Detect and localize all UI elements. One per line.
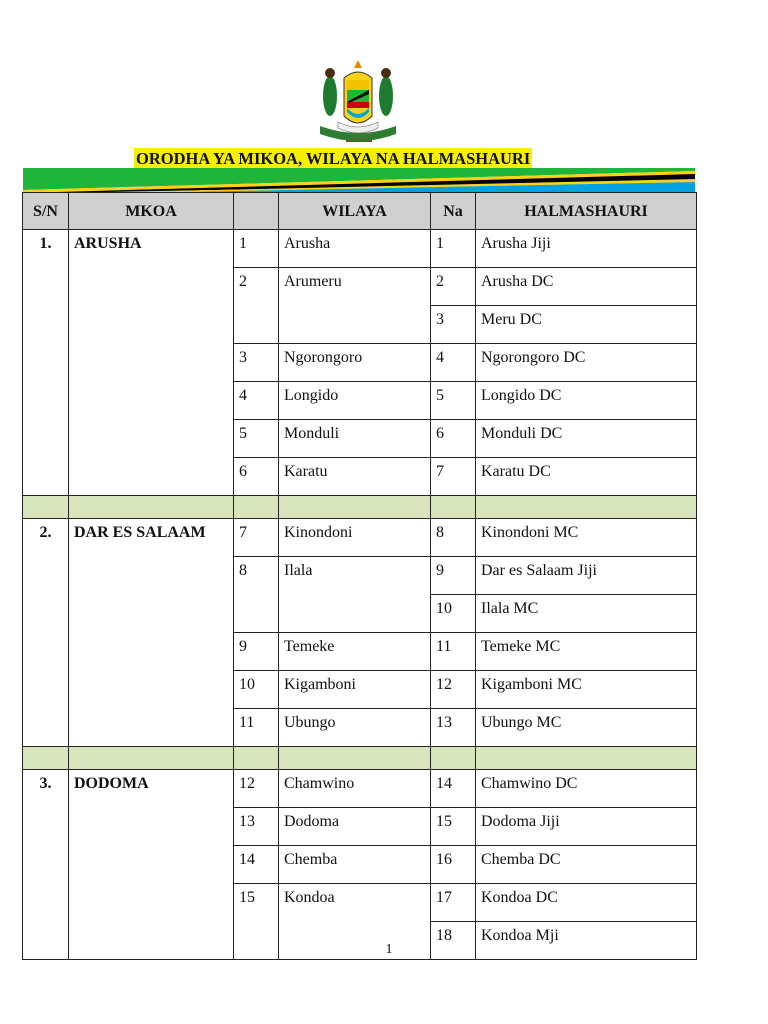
district-name: Ngorongoro <box>279 344 431 382</box>
district-number: 1 <box>234 230 279 268</box>
council-name: Kinondoni MC <box>476 519 697 557</box>
district-number: 10 <box>234 671 279 709</box>
district-number: 2 <box>234 268 279 344</box>
header-wilaya: WILAYA <box>279 193 431 230</box>
council-name: Longido DC <box>476 382 697 420</box>
district-number: 6 <box>234 458 279 496</box>
council-number: 9 <box>431 557 476 595</box>
flag-banner <box>23 168 695 193</box>
council-name: Kondoa DC <box>476 884 697 922</box>
council-name: Meru DC <box>476 306 697 344</box>
region-sn: 2. <box>23 519 69 747</box>
district-number: 9 <box>234 633 279 671</box>
council-name: Arusha Jiji <box>476 230 697 268</box>
table-row <box>23 519 697 557</box>
council-name: Karatu DC <box>476 458 697 496</box>
district-number: 13 <box>234 808 279 846</box>
district-number: 7 <box>234 519 279 557</box>
district-name: Kondoa <box>279 884 431 960</box>
separator-row <box>23 496 697 519</box>
regions-table <box>22 192 697 960</box>
district-name: Ilala <box>279 557 431 633</box>
district-name: Kigamboni <box>279 671 431 709</box>
region-sn: 3. <box>23 770 69 960</box>
header-blank <box>234 193 279 230</box>
district-name: Karatu <box>279 458 431 496</box>
council-number: 18 <box>431 922 476 960</box>
council-name: Ilala MC <box>476 595 697 633</box>
header-sn: S/N <box>23 193 69 230</box>
separator-row <box>23 747 697 770</box>
council-name: Ubungo MC <box>476 709 697 747</box>
district-number: 3 <box>234 344 279 382</box>
council-name: Kondoa Mji <box>476 922 697 960</box>
council-name: Dar es Salaam Jiji <box>476 557 697 595</box>
council-number: 8 <box>431 519 476 557</box>
header-na: Na <box>431 193 476 230</box>
council-number: 14 <box>431 770 476 808</box>
district-name: Arumeru <box>279 268 431 344</box>
council-number: 11 <box>431 633 476 671</box>
district-name: Monduli <box>279 420 431 458</box>
district-name: Kinondoni <box>279 519 431 557</box>
council-name: Chemba DC <box>476 846 697 884</box>
header-halmashauri: HALMASHAURI <box>476 193 697 230</box>
district-number: 4 <box>234 382 279 420</box>
council-number: 12 <box>431 671 476 709</box>
district-name: Arusha <box>279 230 431 268</box>
council-number: 6 <box>431 420 476 458</box>
region-name: ARUSHA <box>69 230 234 496</box>
district-name: Dodoma <box>279 808 431 846</box>
council-number: 13 <box>431 709 476 747</box>
page-number: 1 <box>385 942 393 957</box>
district-number: 11 <box>234 709 279 747</box>
document-title: ORODHA YA MIKOA, WILAYA NA HALMASHAURI <box>136 149 531 168</box>
council-number: 17 <box>431 884 476 922</box>
header-mkoa: MKOA <box>69 193 234 230</box>
council-number: 16 <box>431 846 476 884</box>
region-name: DAR ES SALAAM <box>69 519 234 747</box>
district-name: Chamwino <box>279 770 431 808</box>
council-name: Dodoma Jiji <box>476 808 697 846</box>
council-number: 2 <box>431 268 476 306</box>
council-name: Ngorongoro DC <box>476 344 697 382</box>
council-name: Monduli DC <box>476 420 697 458</box>
council-number: 3 <box>431 306 476 344</box>
district-number: 15 <box>234 884 279 960</box>
district-number: 5 <box>234 420 279 458</box>
table-row <box>23 770 697 808</box>
district-name: Longido <box>279 382 431 420</box>
district-number: 8 <box>234 557 279 633</box>
district-name: Ubungo <box>279 709 431 747</box>
council-number: 5 <box>431 382 476 420</box>
council-number: 7 <box>431 458 476 496</box>
region-name: DODOMA <box>69 770 234 960</box>
council-name: Kigamboni MC <box>476 671 697 709</box>
table-header-row <box>23 193 697 230</box>
district-number: 12 <box>234 770 279 808</box>
district-name: Temeke <box>279 633 431 671</box>
council-name: Chamwino DC <box>476 770 697 808</box>
table-row <box>23 230 697 268</box>
council-number: 10 <box>431 595 476 633</box>
council-name: Arusha DC <box>476 268 697 306</box>
district-name: Chemba <box>279 846 431 884</box>
council-name: Temeke MC <box>476 633 697 671</box>
council-number: 15 <box>431 808 476 846</box>
council-number: 1 <box>431 230 476 268</box>
district-number: 14 <box>234 846 279 884</box>
region-sn: 1. <box>23 230 69 496</box>
coat-of-arms-emblem <box>308 58 408 148</box>
council-number: 4 <box>431 344 476 382</box>
